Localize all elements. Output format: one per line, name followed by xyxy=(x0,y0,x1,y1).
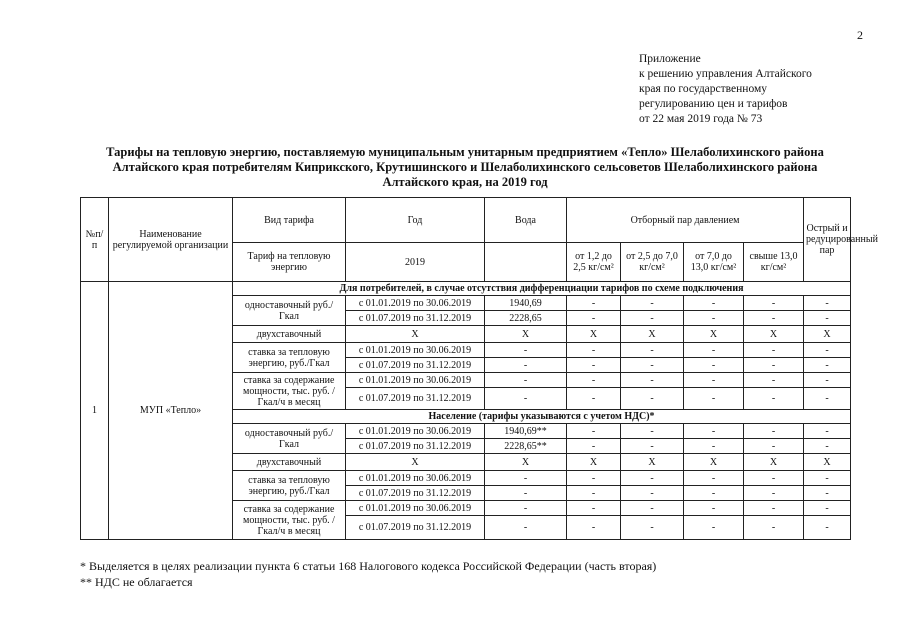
value-cell: - xyxy=(485,373,567,388)
title-line: Алтайского края потребителям Киприкского, Крутишинского и Шелаболихинского сельсоветов Шелаболихинского района xyxy=(112,160,818,174)
tariff-label: ставка за тепловую энергию, руб./Гкал xyxy=(233,343,346,373)
value-cell: - xyxy=(744,296,804,311)
value-cell: - xyxy=(621,516,684,540)
tariff-label: ставка за тепловую энергию, руб./Гкал xyxy=(233,471,346,501)
value-cell: - xyxy=(567,424,621,439)
subheader-type: Тариф на тепловую энергию xyxy=(233,243,346,282)
value-cell: - xyxy=(684,516,744,540)
value-cell: - xyxy=(485,501,567,516)
value-cell: X xyxy=(485,454,567,471)
tariff-label: двухставочный xyxy=(233,454,346,471)
section-title: Население (тарифы указываются с учетом НДС)* xyxy=(233,410,851,424)
period-cell: X xyxy=(346,454,485,471)
tariff-label: одноставочный руб./Гкал xyxy=(233,424,346,454)
footnote: ** НДС не облагается xyxy=(80,575,193,589)
value-cell: - xyxy=(744,388,804,410)
value-cell: X xyxy=(804,326,851,343)
period-cell: с 01.01.2019 по 30.06.2019 xyxy=(346,501,485,516)
value-cell: - xyxy=(485,388,567,410)
period-cell: с 01.01.2019 по 30.06.2019 xyxy=(346,424,485,439)
value-cell: - xyxy=(567,358,621,373)
document-title xyxy=(80,145,850,190)
subheader-pressure-3: от 7,0 до 13,0 кг/см² xyxy=(684,243,744,282)
appendix-line: регулированию цен и тарифов xyxy=(639,98,788,110)
tariff-label: двухставочный xyxy=(233,326,346,343)
value-cell: - xyxy=(744,358,804,373)
header-num: №п/п xyxy=(81,198,109,282)
value-cell: - xyxy=(804,516,851,540)
period-cell: с 01.07.2019 по 31.12.2019 xyxy=(346,388,485,410)
value-cell: X xyxy=(621,326,684,343)
value-cell: - xyxy=(804,343,851,358)
appendix-line: от 22 мая 2019 года № 73 xyxy=(639,113,763,125)
value-cell: - xyxy=(744,373,804,388)
value-cell: - xyxy=(684,311,744,326)
value-cell: X xyxy=(567,454,621,471)
period-cell: X xyxy=(346,326,485,343)
value-cell: - xyxy=(804,486,851,501)
subheader-pressure-1: от 1,2 до 2,5 кг/см² xyxy=(567,243,621,282)
subheader-pressure-4: свыше 13,0 кг/см² xyxy=(744,243,804,282)
value-cell: X xyxy=(621,454,684,471)
period-cell: с 01.01.2019 по 30.06.2019 xyxy=(346,471,485,486)
value-cell: - xyxy=(744,471,804,486)
value-cell: - xyxy=(744,501,804,516)
value-cell: - xyxy=(567,343,621,358)
value-cell: X xyxy=(804,454,851,471)
period-cell: с 01.01.2019 по 30.06.2019 xyxy=(346,373,485,388)
value-cell: - xyxy=(567,516,621,540)
value-cell: - xyxy=(621,388,684,410)
appendix-line: Приложение xyxy=(639,53,701,65)
value-cell: - xyxy=(684,388,744,410)
appendix-line: края по государственному xyxy=(639,83,767,95)
value-cell: - xyxy=(621,501,684,516)
value-cell: - xyxy=(684,296,744,311)
value-cell: - xyxy=(621,358,684,373)
value-cell: 2228,65** xyxy=(485,439,567,454)
title-line: Алтайского края, на 2019 год xyxy=(382,175,548,189)
value-cell: - xyxy=(804,296,851,311)
value-cell: X xyxy=(684,326,744,343)
page-number: 2 xyxy=(857,28,863,42)
period-cell: с 01.01.2019 по 30.06.2019 xyxy=(346,296,485,311)
value-cell: X xyxy=(744,454,804,471)
value-cell: - xyxy=(567,373,621,388)
value-cell: - xyxy=(804,373,851,388)
value-cell: - xyxy=(485,343,567,358)
value-cell: - xyxy=(621,439,684,454)
value-cell: - xyxy=(485,358,567,373)
value-cell: - xyxy=(567,471,621,486)
value-cell: - xyxy=(567,388,621,410)
header-sharp-steam: Острый и редуцированный пар xyxy=(804,198,851,282)
value-cell: - xyxy=(684,486,744,501)
title-line: Тарифы на тепловую энергию, поставляемую муниципальным унитарным предприятием «Тепло» Шелаболихинского района xyxy=(106,145,824,159)
tariff-label: ставка за содержание мощности, тыс. руб. /Гкал/ч в месяц xyxy=(233,373,346,410)
value-cell: - xyxy=(567,439,621,454)
appendix-block xyxy=(639,52,812,127)
value-cell: - xyxy=(684,343,744,358)
period-cell: с 01.07.2019 по 31.12.2019 xyxy=(346,486,485,501)
value-cell: - xyxy=(621,343,684,358)
subheader-water xyxy=(485,243,567,282)
value-cell: 2228,65 xyxy=(485,311,567,326)
value-cell: - xyxy=(485,471,567,486)
value-cell: - xyxy=(485,516,567,540)
value-cell: - xyxy=(621,471,684,486)
value-cell: - xyxy=(744,343,804,358)
period-cell: с 01.01.2019 по 30.06.2019 xyxy=(346,343,485,358)
value-cell: - xyxy=(567,311,621,326)
subheader-pressure-2: от 2,5 до 7,0 кг/см² xyxy=(621,243,684,282)
value-cell: - xyxy=(744,439,804,454)
section-title: Для потребителей, в случае отсутствия дифференциации тарифов по схеме подключения xyxy=(233,282,851,296)
value-cell: - xyxy=(621,311,684,326)
value-cell: - xyxy=(804,501,851,516)
value-cell: - xyxy=(485,486,567,501)
period-cell: с 01.07.2019 по 31.12.2019 xyxy=(346,516,485,540)
value-cell: - xyxy=(621,486,684,501)
value-cell: - xyxy=(567,501,621,516)
value-cell: - xyxy=(621,296,684,311)
value-cell: - xyxy=(804,311,851,326)
header-type: Вид тарифа xyxy=(233,198,346,243)
value-cell: 1940,69** xyxy=(485,424,567,439)
value-cell: - xyxy=(621,424,684,439)
value-cell: - xyxy=(744,516,804,540)
header-steam: Отборный пар давлением xyxy=(567,198,804,243)
value-cell: X xyxy=(567,326,621,343)
value-cell: - xyxy=(804,388,851,410)
value-cell: X xyxy=(744,326,804,343)
value-cell: - xyxy=(621,373,684,388)
tariff-table xyxy=(80,197,878,540)
header-org: Наименование регулируемой организации xyxy=(109,198,233,282)
value-cell: - xyxy=(744,424,804,439)
value-cell: - xyxy=(684,501,744,516)
value-cell: X xyxy=(684,454,744,471)
tariff-label: ставка за содержание мощности, тыс. руб. /Гкал/ч в месяц xyxy=(233,501,346,540)
value-cell: 1940,69 xyxy=(485,296,567,311)
appendix-line: к решению управления Алтайского xyxy=(639,68,812,80)
period-cell: с 01.07.2019 по 31.12.2019 xyxy=(346,358,485,373)
value-cell: - xyxy=(684,358,744,373)
value-cell: X xyxy=(485,326,567,343)
value-cell: - xyxy=(684,471,744,486)
tariff-label: одноставочный руб./Гкал xyxy=(233,296,346,326)
subheader-year: 2019 xyxy=(346,243,485,282)
value-cell: - xyxy=(684,439,744,454)
value-cell: - xyxy=(684,424,744,439)
value-cell: - xyxy=(804,358,851,373)
value-cell: - xyxy=(804,471,851,486)
value-cell: - xyxy=(804,439,851,454)
value-cell: - xyxy=(684,373,744,388)
value-cell: - xyxy=(567,296,621,311)
header-water: Вода xyxy=(485,198,567,243)
period-cell: с 01.07.2019 по 31.12.2019 xyxy=(346,439,485,454)
value-cell: - xyxy=(567,486,621,501)
period-cell: с 01.07.2019 по 31.12.2019 xyxy=(346,311,485,326)
footnote: * Выделяется в целях реализации пункта 6 статьи 168 Налогового кодекса Российской Федерации (часть вторая) xyxy=(80,559,657,573)
row-number: 1 xyxy=(81,282,109,540)
header-year: Год xyxy=(346,198,485,243)
value-cell: - xyxy=(744,486,804,501)
value-cell: - xyxy=(804,424,851,439)
organization-name: МУП «Тепло» xyxy=(109,282,233,540)
value-cell: - xyxy=(744,311,804,326)
